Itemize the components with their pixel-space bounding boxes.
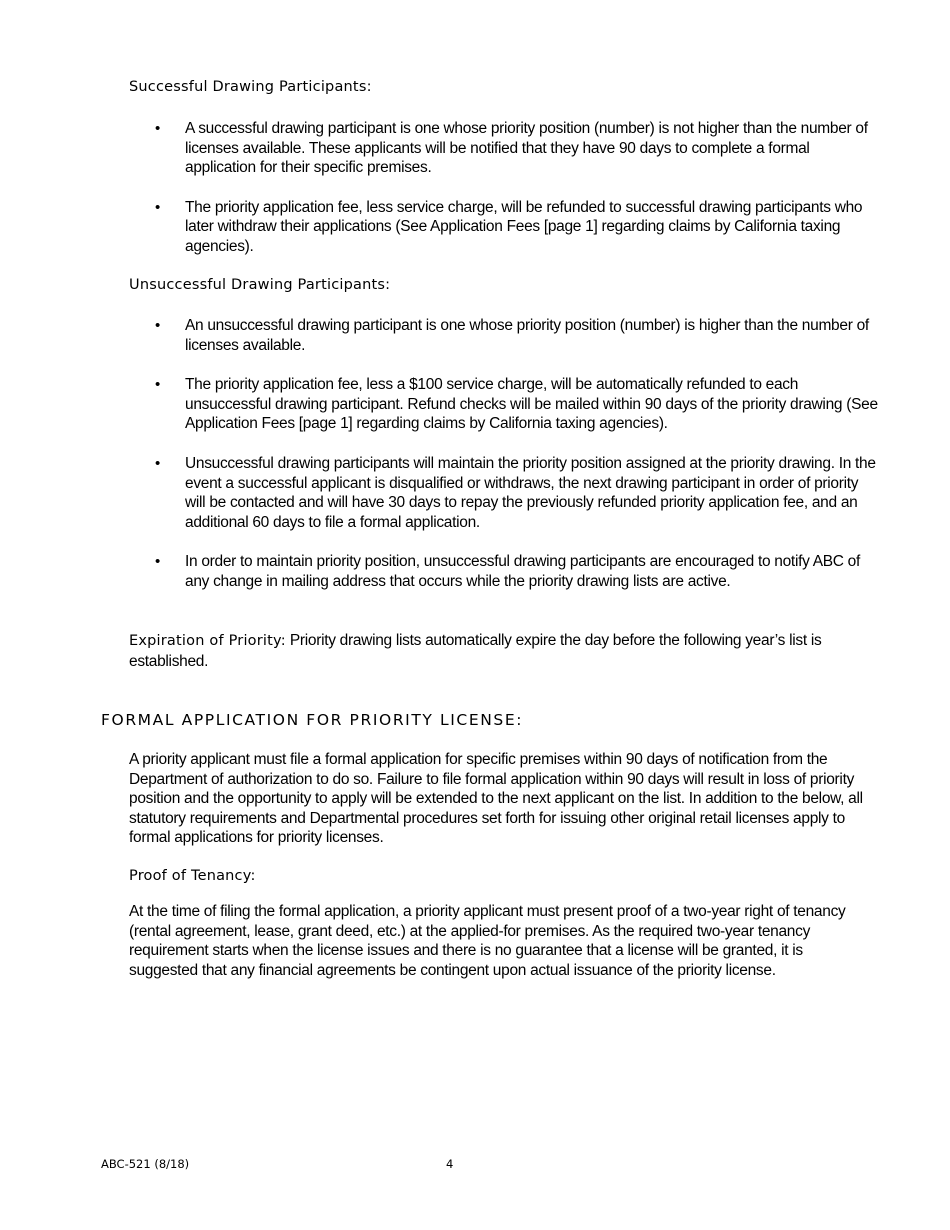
unsuccessful-participants-heading: Unsuccessful Drawing Participants:: [129, 277, 391, 293]
successful-participants-list: [155, 119, 880, 277]
formal-application-title: FORMAL APPLICATION FOR PRIORITY LICENSE:: [101, 711, 524, 729]
expiration-label: Expiration of Priority:: [129, 633, 286, 649]
list-item: [155, 454, 880, 532]
unsuccessful-participants-list: [155, 316, 880, 612]
bullet-icon: •: [155, 553, 160, 571]
list-item-text: The priority application fee, less a $100 service charge, will be automatically refunded to each unsuccessful drawing participant. Refund checks will be mailed within 90 days of the priority drawing (See Application Fees [page 1] regarding claims by California taxing agencies).: [185, 376, 878, 433]
list-item: [155, 316, 880, 355]
list-item-text: A successful drawing participant is one whose priority position (number) is not higher than the number of licenses available. These applicants will be notified that they have 90 days to complete a formal application for their specific premises.: [185, 120, 868, 177]
list-item-text: The priority application fee, less service charge, will be refunded to successful drawing participants who later withdraw their applications (See Application Fees [page 1] regarding claims by California taxing agencies).: [185, 198, 863, 255]
list-item: [155, 198, 880, 257]
list-item: [155, 119, 880, 178]
formal-application-intro: A priority applicant must file a formal application for specific premises within 90 days of notification from the Department of authorization to do so. Failure to file formal application within 90 days will result in loss of priority position and the opportunity to apply will be extended to the next applicant on the list. In addition to the below, all statutory requirements and Departmental procedures set forth for issuing other original retail licenses apply to formal applications for priority licenses.: [129, 751, 863, 847]
proof-of-tenancy-heading: Proof of Tenancy:: [129, 868, 256, 884]
bullet-icon: •: [155, 120, 160, 137]
expiration-text: Priority drawing lists automatically expire the day before the following year’s list is established.: [129, 632, 822, 670]
proof-of-tenancy-text: At the time of filing the formal application, a priority applicant must present proof of a two-year right of tenancy (rental agreement, lease, grant deed, etc.) at the applied-for premises. As the required two-year tenancy requirement starts when the license issues and there is no guarantee that a license will be granted, it is suggested that any financial agreements be contingent upon actual issuance of the priority license.: [129, 903, 846, 979]
successful-participants-heading: Successful Drawing Participants:: [129, 79, 372, 95]
page-number: 4: [446, 1157, 454, 1171]
bullet-icon: •: [155, 454, 160, 472]
bullet-icon: •: [155, 317, 160, 334]
list-item: [155, 552, 880, 591]
expiration-paragraph: [129, 631, 874, 671]
list-item: [155, 375, 880, 434]
list-item-text: In order to maintain priority position, unsuccessful drawing participants are encouraged to notify ABC of any change in mailing address that occurs while the priority drawing lists are active.: [185, 553, 860, 590]
bullet-icon: •: [155, 198, 160, 216]
form-code: ABC-521 (8/18): [101, 1157, 190, 1171]
list-item-text: Unsuccessful drawing participants will maintain the priority position assigned at the priority drawing. In the event a successful applicant is disqualified or withdraws, the next drawing participant in order of priority will be contacted and will have 30 days to repay the previously refunded priority application fee, and an additional 60 days to file a formal application.: [185, 454, 876, 531]
bullet-icon: •: [155, 376, 160, 394]
list-item-text: An unsuccessful drawing participant is one whose priority position (number) is higher than the number of licenses available.: [185, 317, 869, 354]
